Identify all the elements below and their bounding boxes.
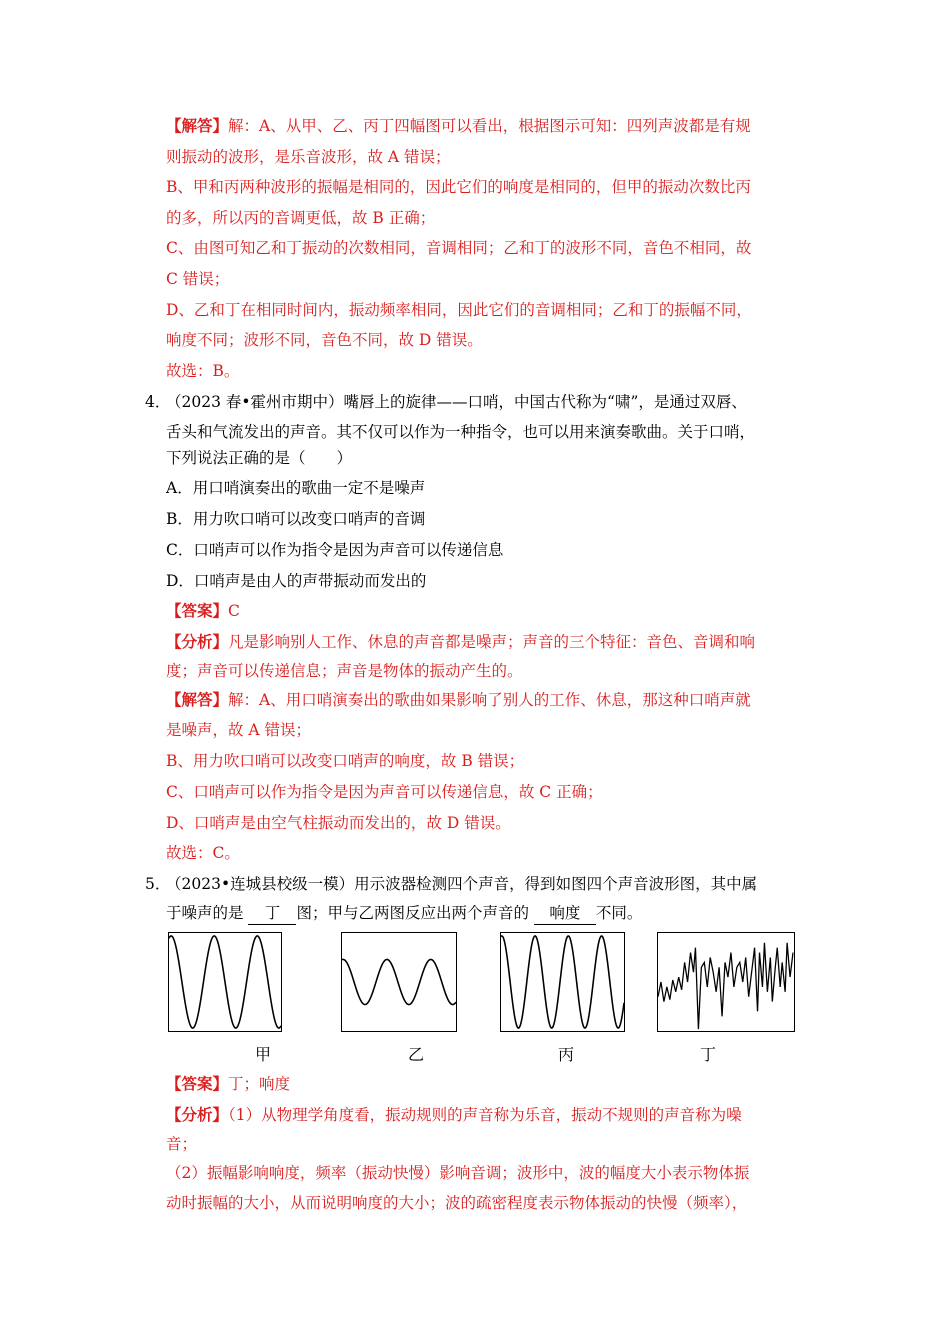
q4-answer: 【答案】C xyxy=(166,601,240,620)
q3-solution-line-1: 【解答】解：A、从甲、乙、丙丁四幅图可以看出，根据图示可知：四列声波都是有规 xyxy=(166,116,751,135)
q4-option-d: D．口哨声是由人的声带振动而发出的 xyxy=(166,572,427,590)
q4-option-b: B．用力吹口哨可以改变口哨声的音调 xyxy=(166,510,426,528)
q3-solution-line-7: D、乙和丁在相同时间内，振动频率相同，因此它们的音调相同；乙和丁的振幅不同， xyxy=(166,301,752,319)
q4-solution-line-5: D、口哨声是由空气柱振动而发出的，故 D 错误。 xyxy=(166,814,511,832)
q5-blank-2: 响度 xyxy=(534,902,596,925)
q5-blank-1: 丁 xyxy=(248,902,296,925)
q5-stem-line-2: 于噪声的是 丁 图；甲与乙两图反应出两个声音的 响度 不同。 xyxy=(166,902,642,925)
q3-solution-line-4: 的多，所以丙的音调更低，故 B 正确； xyxy=(166,209,436,227)
q3-solution-line-3: B、甲和丙两种波形的振幅是相同的，因此它们的响度是相同的，但甲的振动次数比丙 xyxy=(166,178,751,196)
q5-analysis-line-2: 音； xyxy=(166,1135,198,1153)
waveform-ding xyxy=(657,932,795,1032)
q5-stem-line-1: （2023•连城县校级一模）用示波器检测四个声音，得到如图四个声音波形图，其中属 xyxy=(166,875,758,893)
waveform-yi xyxy=(341,932,457,1032)
q4-analysis-line-1: 【分析】凡是影响别人工作、休息的声音都是噪声；声音的三个特征：音色、音调和响 xyxy=(166,632,756,651)
q3-solution-line-2: 则振动的波形，是乐音波形，故 A 错误； xyxy=(166,148,451,166)
q3-solution-line-5: C、由图可知乙和丁振动的次数相同，音调相同；乙和丁的波形不同，音色不相同，故 xyxy=(166,239,752,257)
q4-number: 4． xyxy=(145,393,171,411)
q4-analysis-line-2: 度；声音可以传递信息；声音是物体的振动产生的。 xyxy=(166,662,523,680)
waveform-jia xyxy=(168,932,282,1032)
q3-solution-line-6: C 错误； xyxy=(166,270,230,288)
q5-analysis-line-3: （2）振幅影响响度，频率（振动快慢）影响音调；波形中，波的幅度大小表示物体振 xyxy=(166,1164,750,1182)
q4-solution-line-3: B、用力吹口哨可以改变口哨声的响度，故 B 错误； xyxy=(166,752,525,770)
q5-analysis-line-1: 【分析】（1）从物理学角度看，振动规则的声音称为乐音，振动不规则的声音称为噪 xyxy=(166,1105,742,1124)
q3-final-choice: 故选：B。 xyxy=(166,362,240,380)
q5-analysis-line-4: 动时振幅的大小，从而说明响度的大小；波的疏密程度表示物体振动的快慢（频率）， xyxy=(166,1194,748,1212)
waveform-label-ding: 丁 xyxy=(700,1045,717,1064)
q4-solution-line-4: C、口哨声可以作为指令是因为声音可以传递信息，故 C 正确； xyxy=(166,783,603,801)
q5-number: 5． xyxy=(145,875,171,893)
q3-solution-line-8: 响度不同；波形不同，音色不同，故 D 错误。 xyxy=(166,331,483,349)
q4-solution-line-1: 【解答】解：A、用口哨演奏出的歌曲如果影响了别人的工作、休息，那这种口哨声就 xyxy=(166,690,751,709)
q4-solution-line-2: 是噪声，故 A 错误； xyxy=(166,721,312,739)
waveform-label-bing: 丙 xyxy=(558,1045,575,1064)
waveform-label-yi: 乙 xyxy=(408,1045,425,1064)
q5-answer: 【答案】丁；响度 xyxy=(166,1074,291,1093)
q4-stem-line-2: 舌头和气流发出的声音。其不仅可以作为一种指令，也可以用来演奏歌曲。关于口哨， xyxy=(166,423,756,441)
waveform-bing xyxy=(500,932,625,1032)
q4-option-a: A．用口哨演奏出的歌曲一定不是噪声 xyxy=(166,479,426,497)
q4-option-c: C．口哨声可以作为指令是因为声音可以传递信息 xyxy=(166,541,504,559)
q4-stem-line-3: 下列说法正确的是（ ） xyxy=(166,449,353,467)
q4-final-choice: 故选：C。 xyxy=(166,844,240,862)
waveform-label-jia: 甲 xyxy=(255,1045,272,1064)
q4-stem-line-1: （2023 春•霍州市期中）嘴唇上的旋律——口哨，中国古代称为“啸”，是通过双唇、 xyxy=(166,393,747,411)
